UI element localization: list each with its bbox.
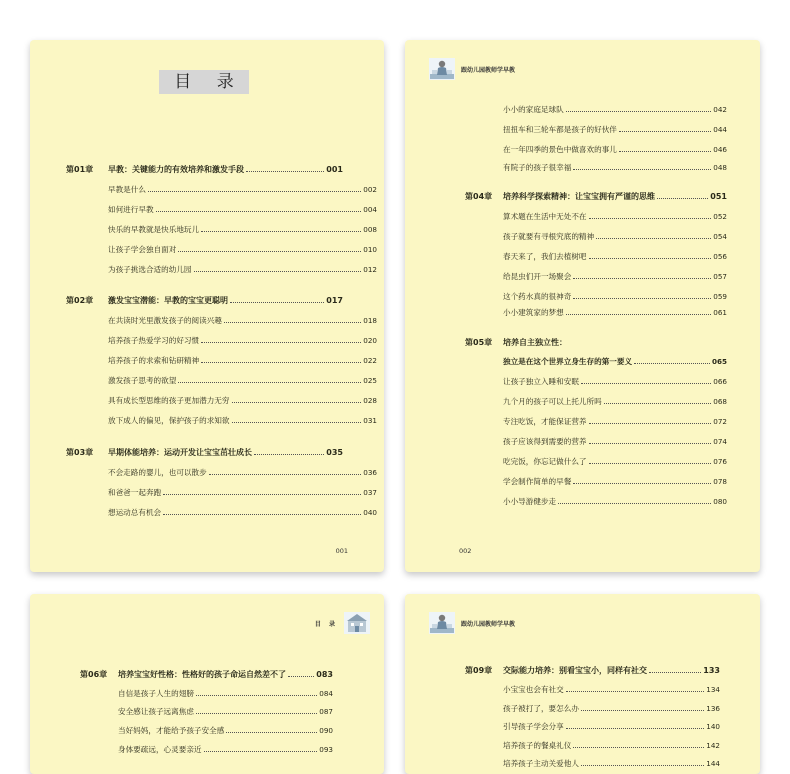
entry-title: 培养孩子热爱学习的好习惯 xyxy=(108,335,200,345)
dot-leader xyxy=(226,732,317,733)
toc-section-entry xyxy=(503,355,727,367)
entry-page-number: 010 xyxy=(363,244,377,254)
dot-leader xyxy=(589,443,712,444)
entry-title: 扭扭车和三轮车都是孩子的好伙伴 xyxy=(503,124,617,134)
toc-chapter-entry xyxy=(66,294,343,306)
toc-section-entry xyxy=(503,161,727,173)
entry-page-number: 134 xyxy=(706,684,720,694)
entry-page-number: 020 xyxy=(363,335,377,345)
toc-section-entry xyxy=(108,223,377,235)
entry-title: 培养科学探索精神：让宝宝拥有严谨的思维 xyxy=(503,191,655,201)
teacher-illustration-icon xyxy=(429,58,455,80)
dot-leader xyxy=(224,322,361,323)
toc-section-entry xyxy=(503,123,727,135)
toc-section-entry xyxy=(503,306,727,318)
chapter-number: 第02章 xyxy=(66,295,94,305)
entry-title: 独立是在这个世界立身生存的第一要义 xyxy=(503,356,633,366)
entry-page-number: 059 xyxy=(713,291,727,301)
dot-leader xyxy=(201,342,361,343)
entry-title: 孩子被打了，要怎么办 xyxy=(503,703,579,713)
entry-title: 激发孩子思考的欲望 xyxy=(108,375,177,385)
entry-page-number: 065 xyxy=(711,356,727,366)
book-title-header: 跟幼儿园教师学早教 xyxy=(461,66,516,74)
running-header xyxy=(429,56,515,82)
entry-page-number: 008 xyxy=(363,224,377,234)
book-title-header: 跟幼儿园教师学早教 xyxy=(461,620,516,628)
entry-page-number: 031 xyxy=(363,415,377,425)
entry-title: 放下成人的偏见，保护孩子的求知欲 xyxy=(108,415,230,425)
dot-leader xyxy=(657,198,708,199)
entry-title: 具有成长型思维的孩子更加潜力无穷 xyxy=(108,395,230,405)
entry-page-number: 044 xyxy=(713,124,727,134)
toc-section-entry xyxy=(503,270,727,282)
entry-title: 算术题在生活中无处不在 xyxy=(503,211,587,221)
toc-chapter-entry xyxy=(80,668,333,680)
entry-page-number: 144 xyxy=(706,758,720,768)
dot-leader xyxy=(254,454,324,455)
entry-page-number: 054 xyxy=(713,231,727,241)
dot-leader xyxy=(163,494,361,495)
entry-page-number: 080 xyxy=(713,496,727,506)
entry-title: 在共读时光里激发孩子的阅读兴趣 xyxy=(108,315,222,325)
dot-leader xyxy=(163,514,361,515)
entry-page-number: 012 xyxy=(363,264,377,274)
entry-page-number: 142 xyxy=(706,740,720,750)
entry-title: 不会走路的婴儿，也可以散步 xyxy=(108,467,207,477)
chapter-number: 第03章 xyxy=(66,447,94,457)
dot-leader xyxy=(589,423,712,424)
entry-page-number: 084 xyxy=(319,688,333,698)
dot-leader xyxy=(196,695,317,696)
dot-leader xyxy=(619,131,711,132)
entry-page-number: 136 xyxy=(706,703,720,713)
chapter-number: 第04章 xyxy=(465,191,493,201)
entry-title: 在一年四季的景色中做喜欢的事儿 xyxy=(503,144,617,154)
toc-section-entry xyxy=(503,395,727,407)
entry-title: 自信是孩子人生的翅膀 xyxy=(118,688,194,698)
toc-page-003 xyxy=(30,594,384,774)
toc-section-entry xyxy=(108,394,377,406)
dot-leader xyxy=(589,218,712,219)
dot-leader xyxy=(649,672,701,673)
dot-leader xyxy=(573,278,711,279)
entry-page-number: 036 xyxy=(363,467,377,477)
dot-leader xyxy=(566,691,705,692)
entry-title: 和爸爸一起奔跑 xyxy=(108,487,162,497)
toc-section-entry xyxy=(108,203,377,215)
dot-leader xyxy=(634,363,710,364)
entry-title: 引导孩子学会分享 xyxy=(503,721,564,731)
toc-section-entry xyxy=(503,230,727,242)
toc-section-entry xyxy=(503,757,720,769)
entry-title: 学会制作简单的早餐 xyxy=(503,476,572,486)
toc-page-002 xyxy=(405,40,760,572)
entry-title: 早期体能培养：运动开发让宝宝茁壮成长 xyxy=(108,447,252,457)
entry-page-number: 074 xyxy=(713,436,727,446)
entry-page-number: 133 xyxy=(703,665,720,675)
school-illustration-icon xyxy=(344,612,370,634)
toc-section-entry xyxy=(503,210,727,222)
dot-leader xyxy=(178,251,361,252)
dot-leader xyxy=(178,382,361,383)
toc-page-001 xyxy=(30,40,384,572)
entry-title: 孩子就要有寻根究底的精神 xyxy=(503,231,595,241)
entry-page-number: 052 xyxy=(713,211,727,221)
entry-title: 孩子应该得到需要的营养 xyxy=(503,436,587,446)
dot-leader xyxy=(232,402,362,403)
toc-section-entry xyxy=(118,724,333,736)
entry-page-number: 078 xyxy=(713,476,727,486)
toc-section-entry xyxy=(503,702,720,714)
chapter-number: 第06章 xyxy=(80,669,108,679)
entry-title: 这个药水真的很神奇 xyxy=(503,291,572,301)
toc-section-entry xyxy=(503,683,720,695)
entry-page-number: 002 xyxy=(363,184,377,194)
toc-section-entry xyxy=(118,743,333,755)
entry-title: 快乐的早教就是快乐地玩儿 xyxy=(108,224,200,234)
toc-section-entry xyxy=(503,375,727,387)
dot-leader xyxy=(573,747,704,748)
entry-title: 培养孩子的求索和钻研精神 xyxy=(108,355,200,365)
entry-title: 有院子的孩子很幸福 xyxy=(503,162,572,172)
entry-title: 小小导游健步走 xyxy=(503,496,557,506)
toc-section-entry xyxy=(108,243,377,255)
dot-leader xyxy=(604,403,712,404)
entry-page-number: 048 xyxy=(713,162,727,172)
entry-title: 当好妈妈，才能给予孩子安全感 xyxy=(118,725,225,735)
dot-leader xyxy=(566,728,705,729)
toc-section-entry xyxy=(503,435,727,447)
entry-page-number: 004 xyxy=(363,204,377,214)
toc-section-entry xyxy=(503,475,727,487)
dot-leader xyxy=(566,111,712,112)
entry-page-number: 087 xyxy=(319,706,333,716)
toc-section-entry xyxy=(118,705,333,717)
toc-header: 目 录 xyxy=(314,620,338,628)
entry-page-number: 035 xyxy=(326,447,343,457)
toc-section-entry xyxy=(108,506,377,518)
entry-title: 激发宝宝潜能：早教的宝宝更聪明 xyxy=(108,295,228,305)
dot-leader xyxy=(589,463,712,464)
entry-title: 让孩子独立入睡和安眠 xyxy=(503,376,579,386)
dot-leader xyxy=(596,238,711,239)
dot-leader xyxy=(196,713,317,714)
toc-section-entry xyxy=(503,250,727,262)
dot-leader xyxy=(230,302,324,303)
entry-page-number: 057 xyxy=(713,271,727,281)
entry-page-number: 068 xyxy=(713,396,727,406)
entry-title: 培养宝宝好性格：性格好的孩子命运自然差不了 xyxy=(118,669,286,679)
page-number: 001 xyxy=(335,547,348,555)
entry-title: 让孩子学会独自面对 xyxy=(108,244,177,254)
dot-leader xyxy=(566,314,712,315)
entry-title: 为孩子挑选合适的幼儿园 xyxy=(108,264,192,274)
dot-leader xyxy=(194,271,362,272)
toc-title: 目 录 xyxy=(159,70,249,94)
dot-leader xyxy=(201,362,361,363)
entry-title: 培养孩子的餐桌礼仪 xyxy=(503,740,572,750)
entry-page-number: 017 xyxy=(326,295,343,305)
toc-chapter-entry xyxy=(465,336,727,348)
entry-title: 给昆虫们开一场聚会 xyxy=(503,271,572,281)
entry-title: 培养自主独立性： xyxy=(503,337,567,347)
dot-leader xyxy=(581,710,704,711)
teacher-illustration-icon xyxy=(429,612,455,634)
entry-title: 早教：关键能力的有效培养和激发手段 xyxy=(108,164,244,174)
entry-title: 交际能力培养：别看宝宝小，同样有社交 xyxy=(503,665,647,675)
toc-section-entry xyxy=(108,263,377,275)
dot-leader xyxy=(201,231,361,232)
entry-title: 小宝宝也会有社交 xyxy=(503,684,564,694)
entry-page-number: 025 xyxy=(363,375,377,385)
toc-chapter-entry xyxy=(66,163,343,175)
dot-leader xyxy=(619,151,711,152)
entry-page-number: 056 xyxy=(713,251,727,261)
dot-leader xyxy=(589,258,712,259)
toc-section-entry xyxy=(118,687,333,699)
dot-leader xyxy=(581,765,704,766)
toc-section-entry xyxy=(503,455,727,467)
chapter-number: 第01章 xyxy=(66,164,94,174)
entry-page-number: 140 xyxy=(706,721,720,731)
entry-page-number: 051 xyxy=(710,191,727,201)
entry-title: 身体要疏远，心灵要亲近 xyxy=(118,744,202,754)
dot-leader xyxy=(246,171,324,172)
entry-page-number: 037 xyxy=(363,487,377,497)
chapter-number: 第09章 xyxy=(465,665,493,675)
toc-page-004 xyxy=(405,594,760,774)
entry-page-number: 093 xyxy=(319,744,333,754)
entry-page-number: 061 xyxy=(713,307,727,317)
dot-leader xyxy=(204,751,318,752)
dot-leader xyxy=(558,503,711,504)
toc-section-entry xyxy=(503,739,720,751)
entry-page-number: 001 xyxy=(326,164,343,174)
toc-section-entry xyxy=(108,314,377,326)
toc-section-entry xyxy=(503,720,720,732)
entry-page-number: 042 xyxy=(713,104,727,114)
entry-page-number: 028 xyxy=(363,395,377,405)
entry-page-number: 022 xyxy=(363,355,377,365)
entry-title: 吃完饭，你忘记做什么了 xyxy=(503,456,587,466)
dot-leader xyxy=(573,169,711,170)
entry-page-number: 066 xyxy=(713,376,727,386)
page-number: 002 xyxy=(459,547,472,555)
toc-section-entry xyxy=(108,354,377,366)
toc-section-entry xyxy=(503,495,727,507)
dot-leader xyxy=(573,298,711,299)
running-header xyxy=(429,610,515,636)
dot-leader xyxy=(156,211,362,212)
entry-page-number: 090 xyxy=(319,725,333,735)
toc-section-entry xyxy=(108,414,377,426)
entry-page-number: 018 xyxy=(363,315,377,325)
toc-section-entry xyxy=(108,374,377,386)
dot-leader xyxy=(288,676,314,677)
entry-title: 培养孩子主动关爱他人 xyxy=(503,758,579,768)
toc-section-entry xyxy=(503,290,727,302)
toc-section-entry xyxy=(108,183,377,195)
dot-leader xyxy=(581,383,711,384)
dot-leader xyxy=(148,191,361,192)
running-header xyxy=(315,610,370,636)
entry-page-number: 083 xyxy=(316,669,333,679)
entry-title: 如何进行早教 xyxy=(108,204,154,214)
entry-title: 想运动总有机会 xyxy=(108,507,162,517)
entry-title: 小小的家庭足球队 xyxy=(503,104,564,114)
chapter-number: 第05章 xyxy=(465,337,493,347)
entry-page-number: 076 xyxy=(713,456,727,466)
toc-section-entry xyxy=(503,143,727,155)
toc-section-entry xyxy=(108,466,377,478)
entry-page-number: 040 xyxy=(363,507,377,517)
entry-page-number: 072 xyxy=(713,416,727,426)
dot-leader xyxy=(573,483,711,484)
entry-title: 春天来了，我们去植树吧 xyxy=(503,251,587,261)
toc-section-entry xyxy=(503,415,727,427)
dot-leader xyxy=(209,474,362,475)
toc-chapter-entry xyxy=(465,190,727,202)
entry-page-number: 046 xyxy=(713,144,727,154)
dot-leader xyxy=(232,422,362,423)
toc-chapter-entry xyxy=(66,446,343,458)
toc-chapter-entry xyxy=(465,664,720,676)
entry-title: 早教是什么 xyxy=(108,184,146,194)
entry-title: 专注吃饭，才能保证营养 xyxy=(503,416,587,426)
entry-title: 九个月的孩子可以上托儿所吗 xyxy=(503,396,602,406)
toc-section-entry xyxy=(503,103,727,115)
toc-section-entry xyxy=(108,334,377,346)
entry-title: 安全感让孩子远离焦虑 xyxy=(118,706,194,716)
entry-title: 小小建筑家的梦想 xyxy=(503,307,564,317)
toc-section-entry xyxy=(108,486,377,498)
